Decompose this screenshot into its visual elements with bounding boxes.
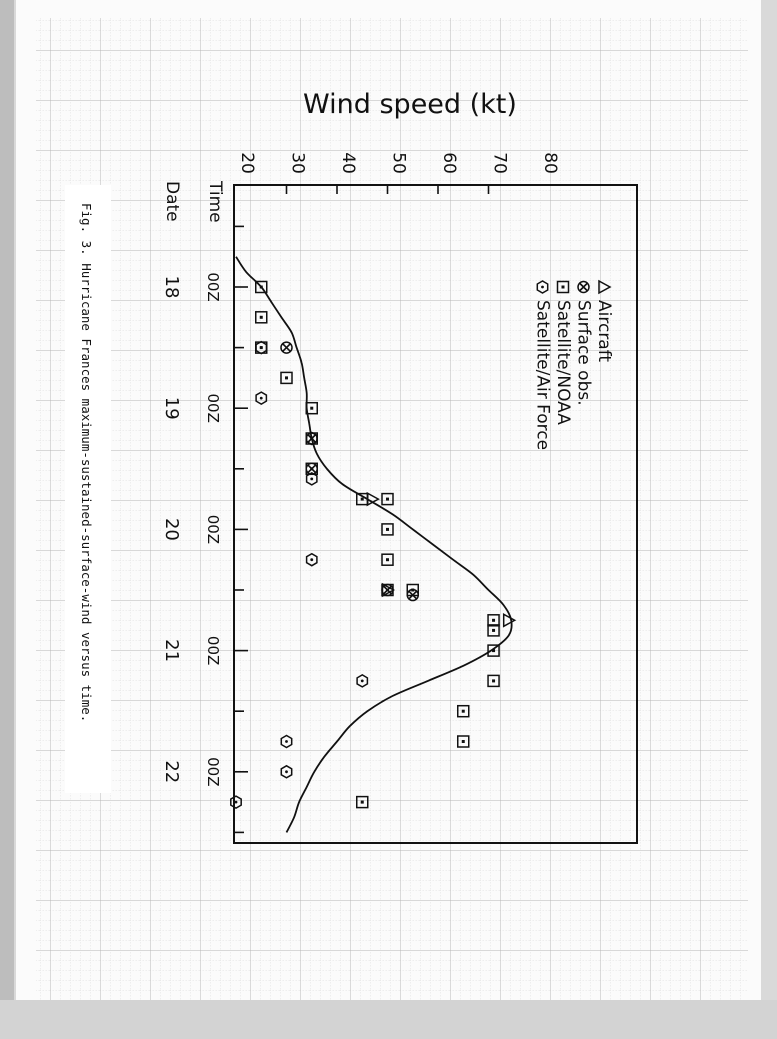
date-tick-label: 18 bbox=[161, 275, 182, 299]
legend-label: Satellite/Air Force bbox=[532, 300, 553, 451]
legend-label: Satellite/NOAA bbox=[553, 300, 573, 425]
date-tick-label: 19 bbox=[161, 396, 182, 420]
date-tick-label: 21 bbox=[161, 639, 182, 663]
time-tick-label: 00Z bbox=[204, 757, 222, 787]
time-tick-label: 00Z bbox=[204, 393, 222, 423]
y-tick-label: 70 bbox=[489, 152, 510, 174]
y-tick-label: 80 bbox=[540, 152, 560, 174]
y-tick-label: 60 bbox=[439, 152, 459, 174]
y-tick-label: 40 bbox=[338, 152, 358, 174]
time-tick-label: 00Z bbox=[204, 514, 222, 545]
y-tick-label: 50 bbox=[388, 152, 409, 174]
bottom-scan-edge bbox=[0, 1000, 777, 1039]
date-tick-label: 22 bbox=[161, 760, 182, 784]
time-tick-label: 00Z bbox=[204, 635, 222, 666]
y-tick-label: 20 bbox=[237, 152, 257, 174]
time-axis-label: Time bbox=[205, 181, 225, 223]
y-tick-label: 30 bbox=[287, 152, 308, 174]
time-tick-label: 00Z bbox=[204, 272, 222, 302]
y-axis-title: Wind speed (kt) bbox=[303, 89, 517, 120]
figure-caption: Fig. 3. Hurricane Frances maximum-sustained-surface-wind versus time. bbox=[79, 203, 94, 723]
date-tick-label: 20 bbox=[161, 517, 182, 541]
legend-label: Surface obs. bbox=[573, 300, 594, 406]
legend-label: Aircraft bbox=[594, 300, 614, 363]
date-axis-label: Date bbox=[162, 181, 182, 222]
left-scan-edge bbox=[0, 0, 14, 1000]
